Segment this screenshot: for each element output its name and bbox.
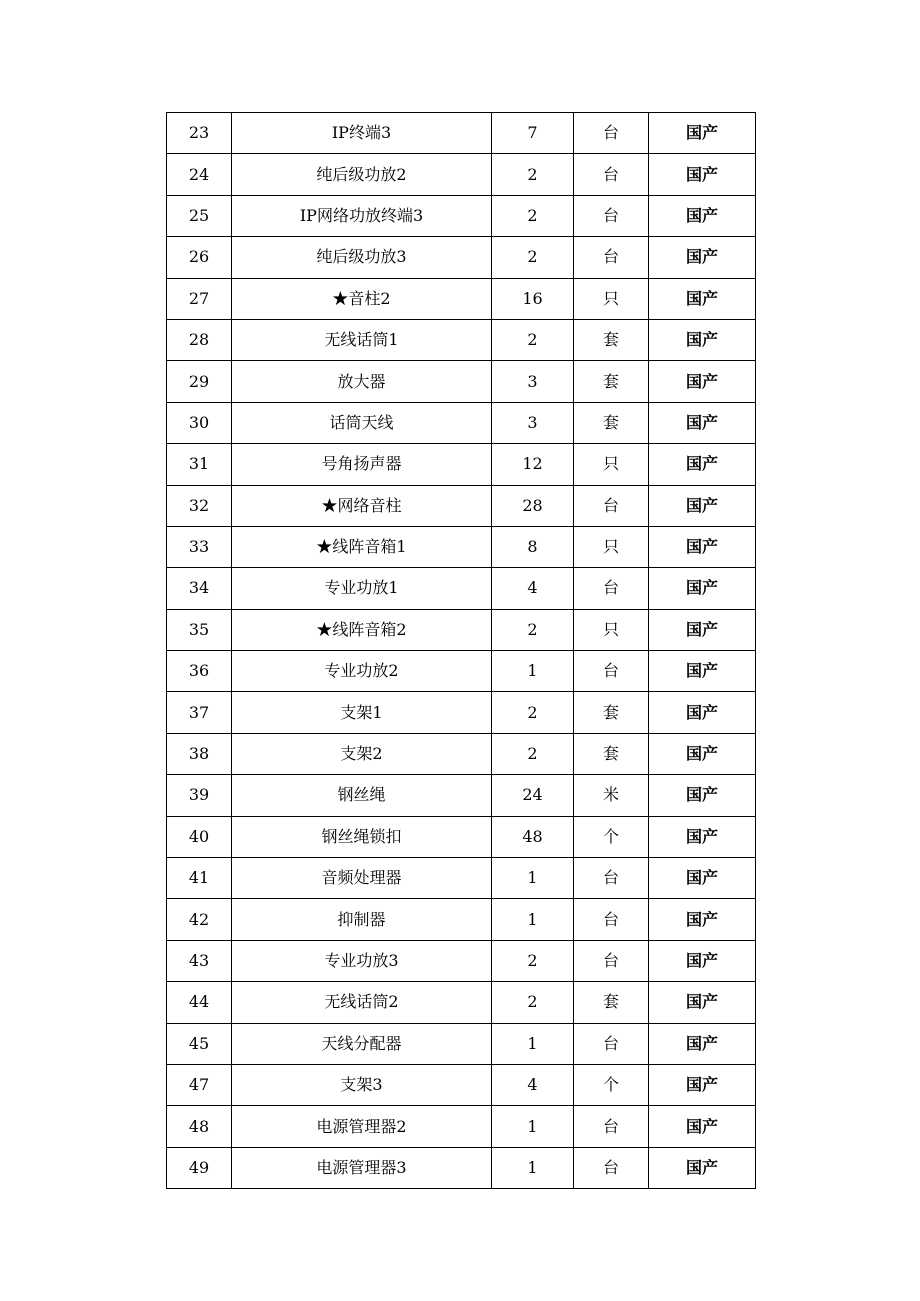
item-name-cell: ★网络音柱 [232, 485, 492, 526]
unit-cell: 只 [574, 609, 649, 650]
origin-cell: 国产 [649, 692, 756, 733]
table-body [167, 113, 756, 1189]
origin-cell: 国产 [649, 402, 756, 443]
table-row [167, 526, 756, 567]
item-number-cell: 37 [167, 692, 232, 733]
table-row [167, 899, 756, 940]
unit-cell: 只 [574, 278, 649, 319]
quantity-cell: 4 [492, 1064, 574, 1105]
quantity-cell: 24 [492, 775, 574, 816]
table-row [167, 113, 756, 154]
item-number-cell: 41 [167, 858, 232, 899]
table-row [167, 1106, 756, 1147]
unit-cell: 台 [574, 1147, 649, 1188]
table-row [167, 816, 756, 857]
quantity-cell: 3 [492, 361, 574, 402]
item-number-cell: 43 [167, 940, 232, 981]
quantity-cell: 28 [492, 485, 574, 526]
origin-cell: 国产 [649, 940, 756, 981]
item-number-cell: 28 [167, 319, 232, 360]
unit-cell: 台 [574, 154, 649, 195]
item-number-cell: 42 [167, 899, 232, 940]
item-number-cell: 39 [167, 775, 232, 816]
quantity-cell: 1 [492, 899, 574, 940]
quantity-cell: 1 [492, 1023, 574, 1064]
item-number-cell: 33 [167, 526, 232, 567]
table-row [167, 237, 756, 278]
origin-cell: 国产 [649, 444, 756, 485]
quantity-cell: 8 [492, 526, 574, 567]
origin-cell: 国产 [649, 982, 756, 1023]
item-number-cell: 26 [167, 237, 232, 278]
item-number-cell: 34 [167, 568, 232, 609]
table-row [167, 1023, 756, 1064]
item-name-cell: IP终端3 [232, 113, 492, 154]
unit-cell: 只 [574, 526, 649, 567]
table-row [167, 733, 756, 774]
item-name-cell: 电源管理器3 [232, 1147, 492, 1188]
table-row [167, 154, 756, 195]
origin-cell: 国产 [649, 775, 756, 816]
item-number-cell: 24 [167, 154, 232, 195]
table-row [167, 609, 756, 650]
unit-cell: 台 [574, 568, 649, 609]
unit-cell: 台 [574, 195, 649, 236]
origin-cell: 国产 [649, 816, 756, 857]
table-row [167, 568, 756, 609]
quantity-cell: 2 [492, 733, 574, 774]
unit-cell: 台 [574, 237, 649, 278]
quantity-cell: 7 [492, 113, 574, 154]
origin-cell: 国产 [649, 526, 756, 567]
quantity-cell: 16 [492, 278, 574, 319]
item-name-cell: 话筒天线 [232, 402, 492, 443]
origin-cell: 国产 [649, 651, 756, 692]
item-name-cell: 号角扬声器 [232, 444, 492, 485]
origin-cell: 国产 [649, 609, 756, 650]
unit-cell: 套 [574, 402, 649, 443]
item-name-cell: 支架1 [232, 692, 492, 733]
unit-cell: 套 [574, 319, 649, 360]
quantity-cell: 1 [492, 1106, 574, 1147]
origin-cell: 国产 [649, 1064, 756, 1105]
item-name-cell: 抑制器 [232, 899, 492, 940]
item-number-cell: 44 [167, 982, 232, 1023]
unit-cell: 台 [574, 899, 649, 940]
item-number-cell: 29 [167, 361, 232, 402]
unit-cell: 台 [574, 113, 649, 154]
unit-cell: 台 [574, 651, 649, 692]
item-number-cell: 32 [167, 485, 232, 526]
origin-cell: 国产 [649, 1023, 756, 1064]
origin-cell: 国产 [649, 237, 756, 278]
table-row [167, 278, 756, 319]
table-row [167, 361, 756, 402]
quantity-cell: 48 [492, 816, 574, 857]
unit-cell: 个 [574, 1064, 649, 1105]
item-name-cell: 专业功放1 [232, 568, 492, 609]
quantity-cell: 2 [492, 940, 574, 981]
unit-cell: 台 [574, 940, 649, 981]
origin-cell: 国产 [649, 278, 756, 319]
unit-cell: 台 [574, 1106, 649, 1147]
origin-cell: 国产 [649, 733, 756, 774]
unit-cell: 个 [574, 816, 649, 857]
item-number-cell: 48 [167, 1106, 232, 1147]
quantity-cell: 2 [492, 319, 574, 360]
table-row [167, 775, 756, 816]
item-number-cell: 35 [167, 609, 232, 650]
origin-cell: 国产 [649, 858, 756, 899]
item-name-cell: ★音柱2 [232, 278, 492, 319]
item-name-cell: 无线话筒2 [232, 982, 492, 1023]
item-name-cell: ★线阵音箱1 [232, 526, 492, 567]
table-row [167, 692, 756, 733]
table-row [167, 982, 756, 1023]
item-number-cell: 31 [167, 444, 232, 485]
unit-cell: 套 [574, 361, 649, 402]
quantity-cell: 1 [492, 1147, 574, 1188]
quantity-cell: 2 [492, 154, 574, 195]
item-name-cell: 专业功放2 [232, 651, 492, 692]
table-row [167, 1064, 756, 1105]
quantity-cell: 1 [492, 651, 574, 692]
item-number-cell: 38 [167, 733, 232, 774]
table-row [167, 940, 756, 981]
origin-cell: 国产 [649, 1147, 756, 1188]
unit-cell: 套 [574, 982, 649, 1023]
unit-cell: 台 [574, 1023, 649, 1064]
origin-cell: 国产 [649, 195, 756, 236]
item-name-cell: 支架3 [232, 1064, 492, 1105]
item-name-cell: 音频处理器 [232, 858, 492, 899]
quantity-cell: 2 [492, 237, 574, 278]
item-name-cell: ★线阵音箱2 [232, 609, 492, 650]
item-name-cell: 支架2 [232, 733, 492, 774]
table-row [167, 195, 756, 236]
table-row [167, 444, 756, 485]
origin-cell: 国产 [649, 361, 756, 402]
unit-cell: 台 [574, 485, 649, 526]
item-name-cell: IP网络功放终端3 [232, 195, 492, 236]
item-name-cell: 纯后级功放3 [232, 237, 492, 278]
item-name-cell: 无线话筒1 [232, 319, 492, 360]
quantity-cell: 12 [492, 444, 574, 485]
quantity-cell: 2 [492, 692, 574, 733]
item-number-cell: 36 [167, 651, 232, 692]
origin-cell: 国产 [649, 568, 756, 609]
table-row [167, 1147, 756, 1188]
item-number-cell: 23 [167, 113, 232, 154]
table-row [167, 651, 756, 692]
unit-cell: 只 [574, 444, 649, 485]
table-row [167, 319, 756, 360]
quantity-cell: 4 [492, 568, 574, 609]
origin-cell: 国产 [649, 113, 756, 154]
unit-cell: 套 [574, 733, 649, 774]
quantity-cell: 2 [492, 982, 574, 1023]
origin-cell: 国产 [649, 899, 756, 940]
equipment-table [166, 112, 756, 1189]
item-number-cell: 40 [167, 816, 232, 857]
item-name-cell: 纯后级功放2 [232, 154, 492, 195]
item-name-cell: 专业功放3 [232, 940, 492, 981]
table-row [167, 402, 756, 443]
item-number-cell: 47 [167, 1064, 232, 1105]
table-row [167, 858, 756, 899]
quantity-cell: 2 [492, 195, 574, 236]
quantity-cell: 2 [492, 609, 574, 650]
item-name-cell: 放大器 [232, 361, 492, 402]
item-number-cell: 25 [167, 195, 232, 236]
item-number-cell: 49 [167, 1147, 232, 1188]
unit-cell: 台 [574, 858, 649, 899]
table-row [167, 485, 756, 526]
item-number-cell: 45 [167, 1023, 232, 1064]
origin-cell: 国产 [649, 485, 756, 526]
origin-cell: 国产 [649, 319, 756, 360]
quantity-cell: 3 [492, 402, 574, 443]
item-number-cell: 30 [167, 402, 232, 443]
item-name-cell: 电源管理器2 [232, 1106, 492, 1147]
item-name-cell: 天线分配器 [232, 1023, 492, 1064]
unit-cell: 套 [574, 692, 649, 733]
quantity-cell: 1 [492, 858, 574, 899]
origin-cell: 国产 [649, 154, 756, 195]
origin-cell: 国产 [649, 1106, 756, 1147]
item-number-cell: 27 [167, 278, 232, 319]
unit-cell: 米 [574, 775, 649, 816]
item-name-cell: 钢丝绳锁扣 [232, 816, 492, 857]
item-name-cell: 钢丝绳 [232, 775, 492, 816]
